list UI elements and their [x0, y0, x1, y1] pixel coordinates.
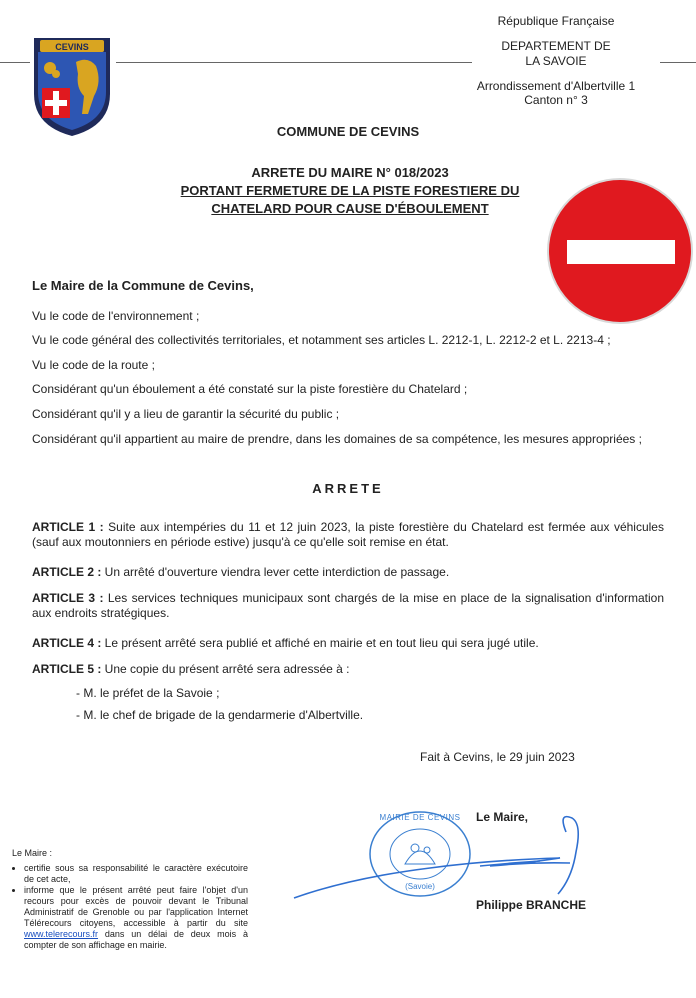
- svg-text:CEVINS: CEVINS: [55, 42, 89, 52]
- article-2: [32, 565, 664, 580]
- article-text: Suite aux intempéries du 11 et 12 juin 2023, la piste forestière du Chatelard est fermée aux véhicules (sauf aux moutonniers en période estive) jusqu'à ce qu'elle soit remise en état.: [32, 520, 664, 549]
- commune-title: COMMUNE DE CEVINS: [276, 124, 420, 139]
- footnote-item-2: [24, 885, 248, 951]
- article-label: ARTICLE 3 :: [32, 591, 104, 605]
- arrete-subject-1: PORTANT FERMETURE DE LA PISTE FORESTIERE DU: [180, 183, 520, 198]
- footnote-item-2-tail: dans un délai de deux mois à compter de son affichage en mairie.: [24, 929, 248, 950]
- article-label: ARTICLE 5 :: [32, 662, 102, 676]
- article-5: [32, 662, 664, 677]
- article-3: [32, 591, 664, 621]
- signature-role: Le Maire,: [476, 810, 529, 824]
- telerecours-link[interactable]: www.telerecours.fr: [24, 929, 99, 939]
- stamp-top-text: MAIRIE DE CEVINS: [379, 813, 461, 822]
- recipient-1: - M. le préfet de la Savoie ;: [76, 686, 220, 700]
- consideration-3: Vu le code de la route ;: [32, 358, 155, 372]
- article-label: ARTICLE 1 :: [32, 520, 104, 534]
- stamp-bottom-text: (Savoie): [405, 882, 435, 891]
- recipient-2: - M. le chef de brigade de la gendarmerie d'Albertville.: [76, 708, 364, 722]
- header-rule-right: [116, 62, 472, 63]
- commune-crest: [30, 34, 114, 138]
- legal-footnote: [12, 848, 248, 951]
- no-entry-sign-icon: [545, 177, 695, 325]
- arrete-subject-2: CHATELARD POUR CAUSE D'ÉBOULEMENT: [211, 201, 489, 216]
- arrete-title: [120, 164, 580, 218]
- canton-label: Canton n° 3: [524, 93, 588, 107]
- footnote-item-1: • certifie sous sa responsabilité le caractère exécutoire de cet acte,: [24, 863, 248, 885]
- article-text: Les services techniques municipaux sont chargés de la mise en place de la signalisation d'information aux endroits stratégiques.: [32, 591, 664, 620]
- department-label-2: LA SAVOIE: [525, 54, 587, 68]
- department-label-1: DEPARTEMENT DE: [501, 39, 611, 53]
- intro-heading: Le Maire de la Commune de Cevins,: [32, 278, 254, 293]
- article-4: [32, 636, 664, 651]
- article-text: Le présent arrêté sera publié et affiché en mairie et en tout lieu qui sera jugé utile.: [101, 636, 539, 650]
- footnote-item-2-text: informe que le présent arrêté peut faire l'objet d'un recours pour excès de pouvoir devant le Tribunal Administratif de Grenoble ou par l'application Internet Télérecours citoyens, accessible à partir du site: [24, 885, 248, 928]
- signature-name: Philippe BRANCHE: [476, 898, 587, 912]
- arrondissement-label: Arrondissement d'Albertville 1: [476, 79, 636, 93]
- article-text: Une copie du présent arrêté sera adressée à :: [101, 662, 350, 676]
- article-label: ARTICLE 4 :: [32, 636, 102, 650]
- consideration-2: Vu le code général des collectivités territoriales, et notamment ses articles L. 2212-1, L. 2212-2 et L. 2213-4 ;: [32, 333, 611, 347]
- place-date: Fait à Cevins, le 29 juin 2023: [420, 750, 575, 764]
- handwritten-signature: [290, 808, 610, 908]
- header-rule-left: [0, 62, 30, 63]
- republic-label: République Française: [497, 14, 615, 28]
- consideration-5: Considérant qu'il y a lieu de garantir la sécurité du public ;: [32, 407, 340, 421]
- consideration-1: Vu le code de l'environnement ;: [32, 309, 200, 323]
- arrete-number: ARRETE DU MAIRE N° 018/2023: [251, 165, 449, 180]
- consideration-4: Considérant qu'un éboulement a été constaté sur la piste forestière du Chatelard ;: [32, 382, 468, 396]
- consideration-6: Considérant qu'il appartient au maire de prendre, dans les domaines de sa compétence, les mesures appropriées ;: [32, 432, 642, 446]
- article-text: Un arrêté d'ouverture viendra lever cette interdiction de passage.: [101, 565, 450, 579]
- article-label: ARTICLE 2 :: [32, 565, 102, 579]
- arrete-heading: ARRETE: [312, 481, 384, 496]
- header-rule-far-right: [660, 62, 696, 63]
- footnote-title: Le Maire :: [12, 848, 53, 858]
- article-1: [32, 520, 664, 550]
